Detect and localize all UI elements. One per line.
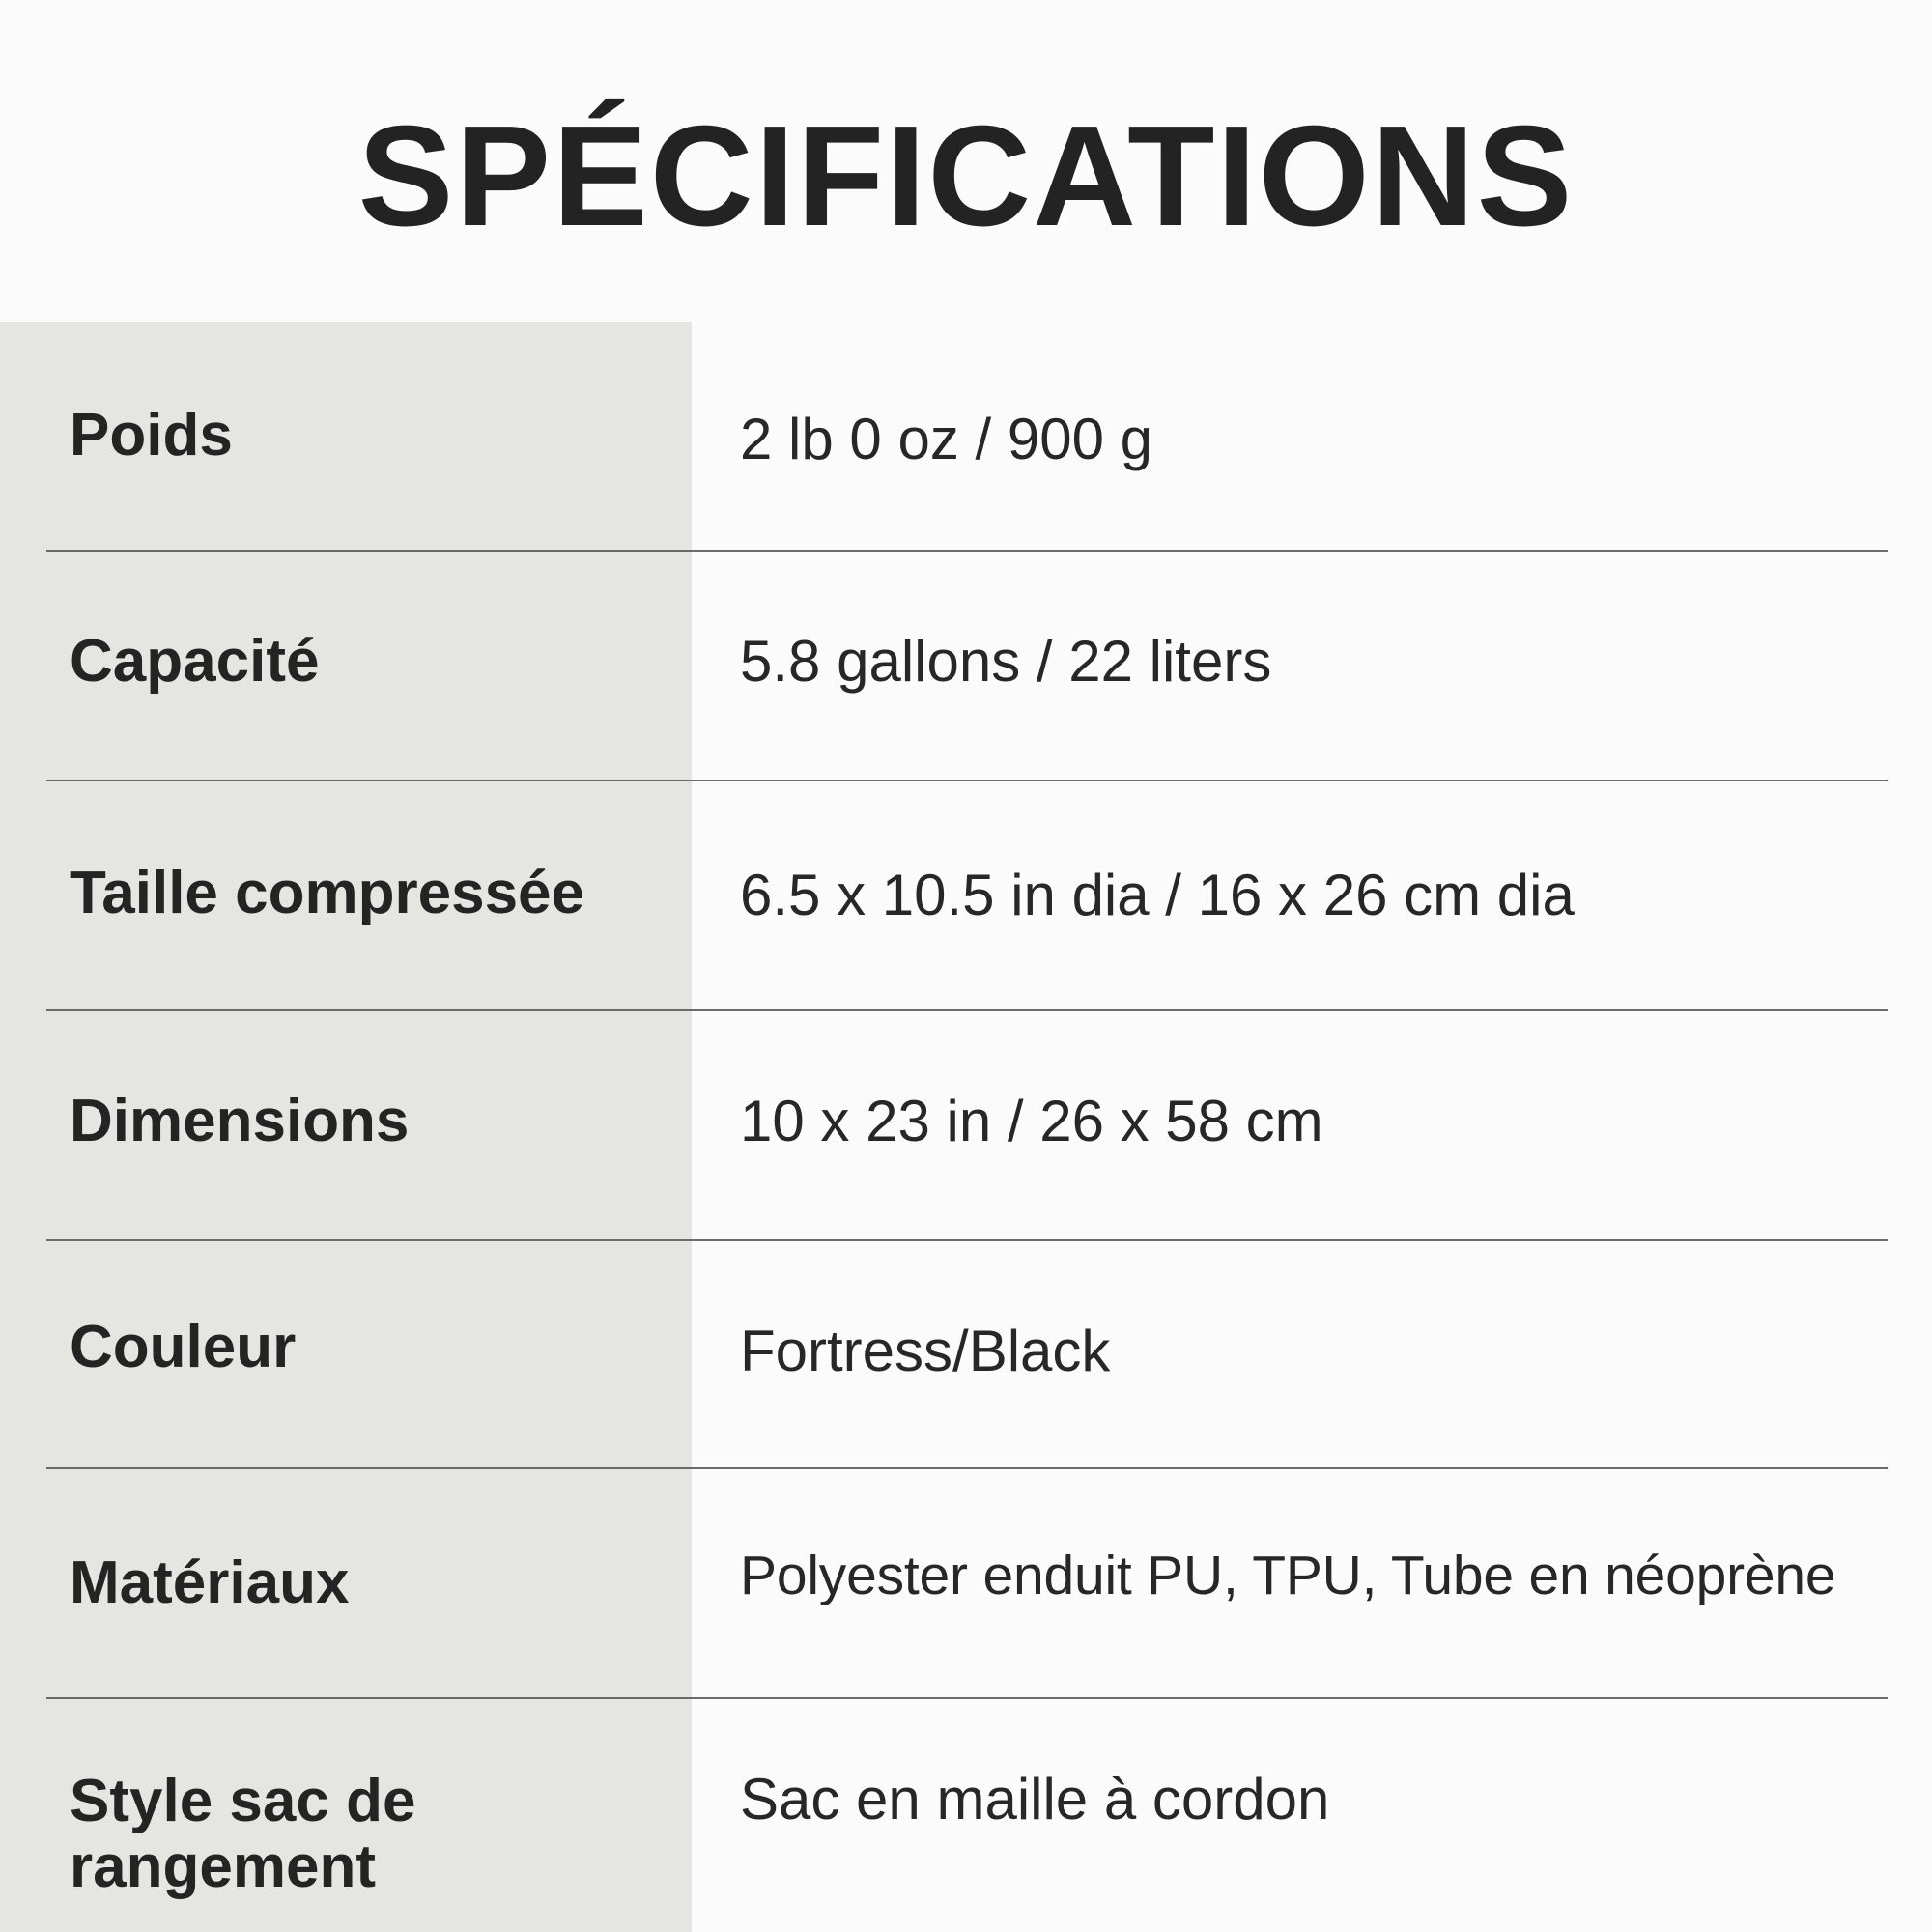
spec-value: Polyester enduit PU, TPU, Tube en néoprène [740,1545,1836,1606]
spec-row-materials [0,1469,1932,1699]
spec-label: Poids [70,402,233,469]
spec-label: Style sac de rangement [70,1768,416,1900]
spec-value: 5.8 gallons / 22 liters [740,629,1272,694]
spec-row-dimensions [0,1011,1932,1241]
spec-value: Sac en maille à cordon [740,1767,1330,1832]
spec-value: Fortress/Black [740,1319,1111,1383]
spec-label: Capacité [70,628,320,695]
spec-row-compressed-size [0,781,1932,1011]
spec-label: Dimensions [70,1088,410,1154]
spec-label: Matériaux [70,1549,350,1616]
spec-row-color [0,1241,1932,1469]
spec-row-capacity [0,552,1932,781]
page-title: SPÉCIFICATIONS [357,97,1575,256]
spec-value: 2 lb 0 oz / 900 g [740,407,1152,471]
spec-row-storage-style [0,1699,1932,1932]
spec-label: Couleur [70,1314,297,1380]
spec-row-weight [0,322,1932,552]
spec-table [0,322,1932,1932]
spec-label: Taille compressée [70,860,585,926]
spec-value: 10 x 23 in / 26 x 58 cm [740,1089,1323,1153]
spec-value: 6.5 x 10.5 in dia / 16 x 26 cm dia [740,863,1575,927]
